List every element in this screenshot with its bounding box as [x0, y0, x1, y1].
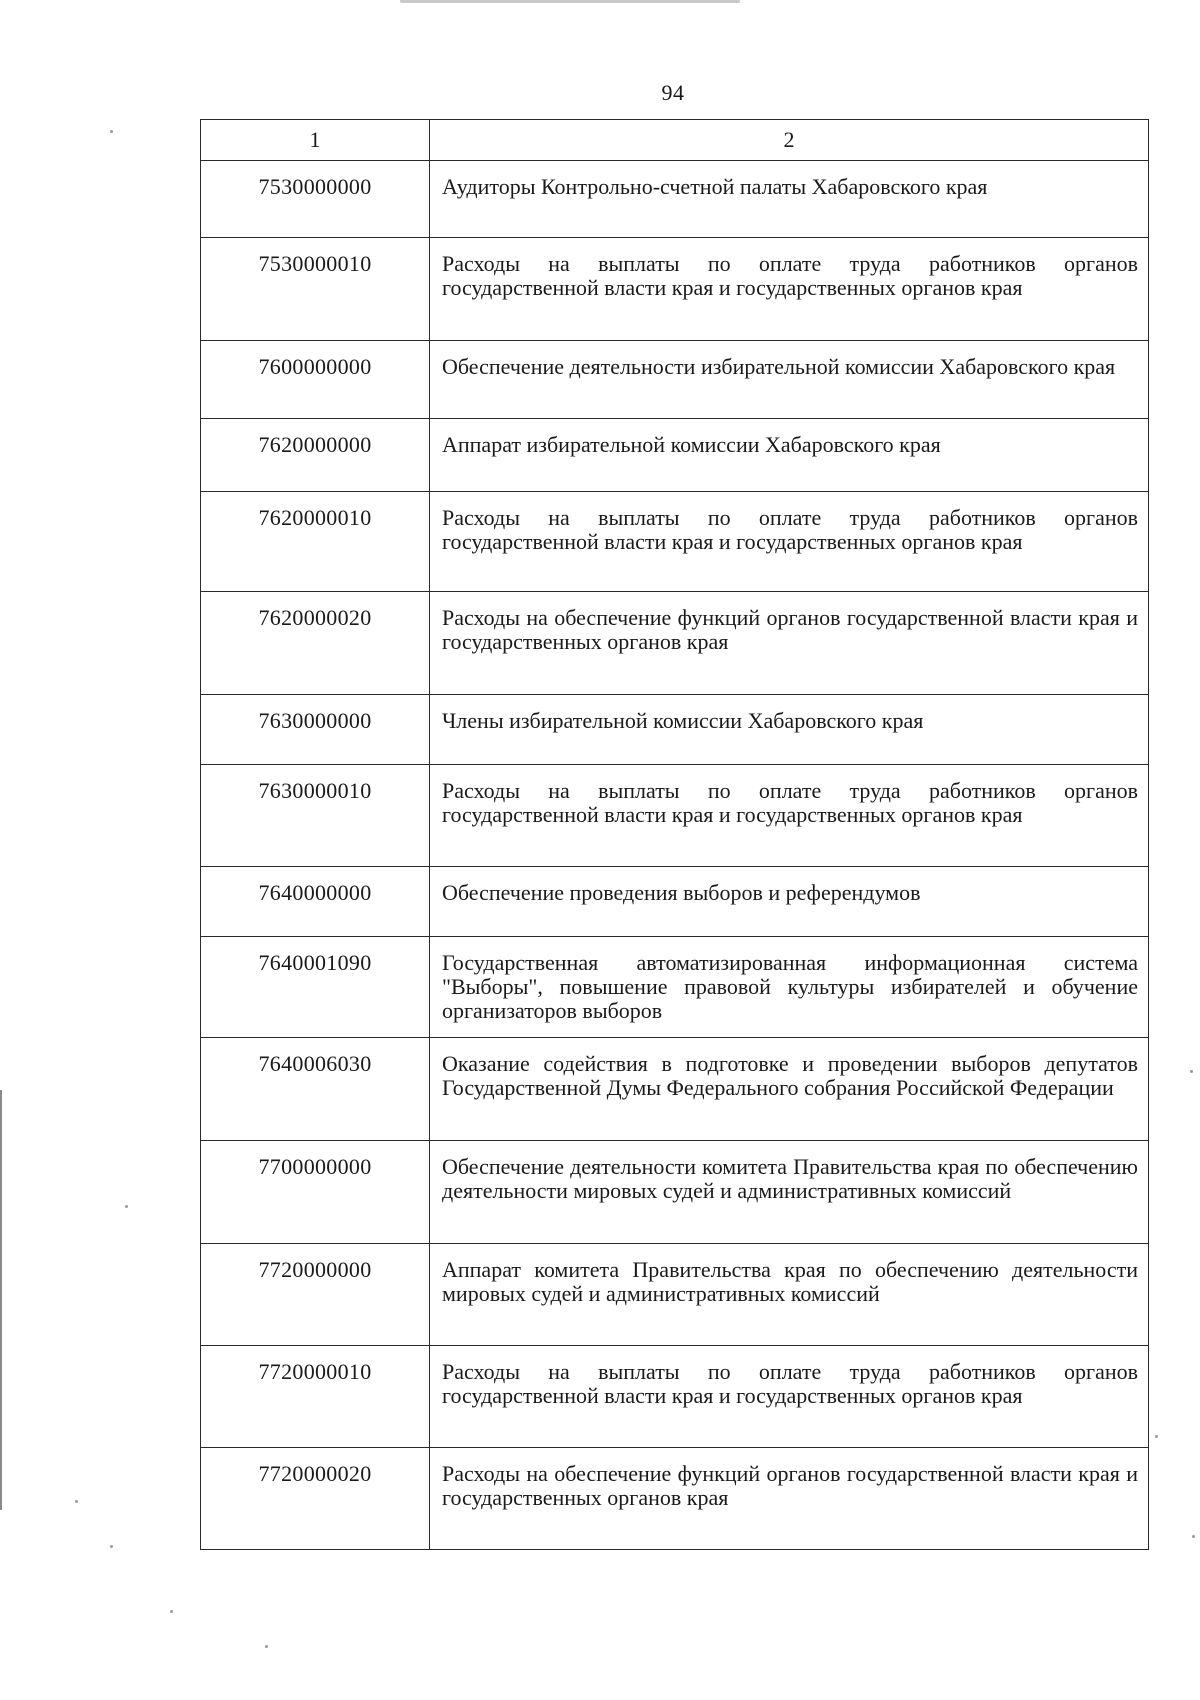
- row-code: 7600000000: [201, 341, 430, 419]
- scan-speck: [110, 1545, 113, 1548]
- page-number: 94: [661, 80, 685, 105]
- row-description: Аппарат избирательной комиссии Хабаровского края: [430, 419, 1149, 492]
- table-row: [201, 341, 1149, 419]
- row-description: Расходы на обеспечение функций органов государственной власти края и государственных органов края: [430, 1448, 1149, 1550]
- row-description: Расходы на обеспечение функций органов государственной власти края и государственных органов края: [430, 592, 1149, 695]
- row-code: 7620000000: [201, 419, 430, 492]
- scan-speck: [1190, 1070, 1193, 1073]
- scan-speck: [125, 1205, 128, 1208]
- table-row: [201, 1141, 1149, 1244]
- table-row: [201, 695, 1149, 765]
- row-description: Расходы на выплаты по оплате труда работников органов государственной власти края и государственных органов края: [430, 492, 1149, 592]
- row-code: 7720000010: [201, 1346, 430, 1448]
- row-description: Расходы на выплаты по оплате труда работников органов государственной власти края и государственных органов края: [430, 1346, 1149, 1448]
- row-description: Аппарат комитета Правительства края по обеспечению деятельности мировых судей и административных комиссий: [430, 1244, 1149, 1346]
- row-code: 7530000000: [201, 161, 430, 238]
- table-row: [201, 238, 1149, 341]
- table-row: [201, 1038, 1149, 1141]
- scan-speck: [1155, 1435, 1158, 1438]
- scan-artifact-top: [400, 0, 740, 8]
- row-code: 7630000000: [201, 695, 430, 765]
- table-row: [201, 161, 1149, 238]
- row-code: 7720000000: [201, 1244, 430, 1346]
- row-description: Аудиторы Контрольно-счетной палаты Хабаровского края: [430, 161, 1149, 238]
- row-description: Обеспечение деятельности комитета Правительства края по обеспечению деятельности мировых судей и административных комиссий: [430, 1141, 1149, 1244]
- table-row: [201, 492, 1149, 592]
- row-description: Расходы на выплаты по оплате труда работников органов государственной власти края и государственных органов края: [430, 765, 1149, 867]
- budget-classification-table: [200, 119, 1149, 1550]
- scan-speck: [265, 1645, 268, 1648]
- scan-speck: [75, 1500, 78, 1503]
- row-code: 7530000010: [201, 238, 430, 341]
- table-header-row: [201, 120, 1149, 161]
- column-header-2: 2: [430, 120, 1149, 161]
- row-description: Обеспечение деятельности избирательной комиссии Хабаровского края: [430, 341, 1149, 419]
- row-description: Члены избирательной комиссии Хабаровского края: [430, 695, 1149, 765]
- table-row: [201, 867, 1149, 937]
- row-code: 7640006030: [201, 1038, 430, 1141]
- table-row: [201, 1448, 1149, 1550]
- table-row: [201, 937, 1149, 1038]
- row-code: 7630000010: [201, 765, 430, 867]
- scan-speck: [110, 130, 113, 133]
- scan-speck: [1192, 1535, 1195, 1538]
- table-row: [201, 1346, 1149, 1448]
- row-code: 7620000010: [201, 492, 430, 592]
- row-description: Оказание содействия в подготовке и проведении выборов депутатов Государственной Думы Федерального собрания Российской Федерации: [430, 1038, 1149, 1141]
- row-code: 7640000000: [201, 867, 430, 937]
- row-code: 7720000020: [201, 1448, 430, 1550]
- table-row: [201, 419, 1149, 492]
- row-description: Государственная автоматизированная информационная система "Выборы", повышение правовой культуры избирателей и обучение организаторов выборов: [430, 937, 1149, 1038]
- row-description: Обеспечение проведения выборов и референдумов: [430, 867, 1149, 937]
- row-code: 7640001090: [201, 937, 430, 1038]
- scan-speck: [170, 1610, 173, 1613]
- table-row: [201, 765, 1149, 867]
- table-row: [201, 1244, 1149, 1346]
- scan-artifact-left-edge: [0, 1090, 2, 1510]
- row-code: 7700000000: [201, 1141, 430, 1244]
- column-header-1: 1: [201, 120, 430, 161]
- row-code: 7620000020: [201, 592, 430, 695]
- row-description: Расходы на выплаты по оплате труда работников органов государственной власти края и государственных органов края: [430, 238, 1149, 341]
- table-row: [201, 592, 1149, 695]
